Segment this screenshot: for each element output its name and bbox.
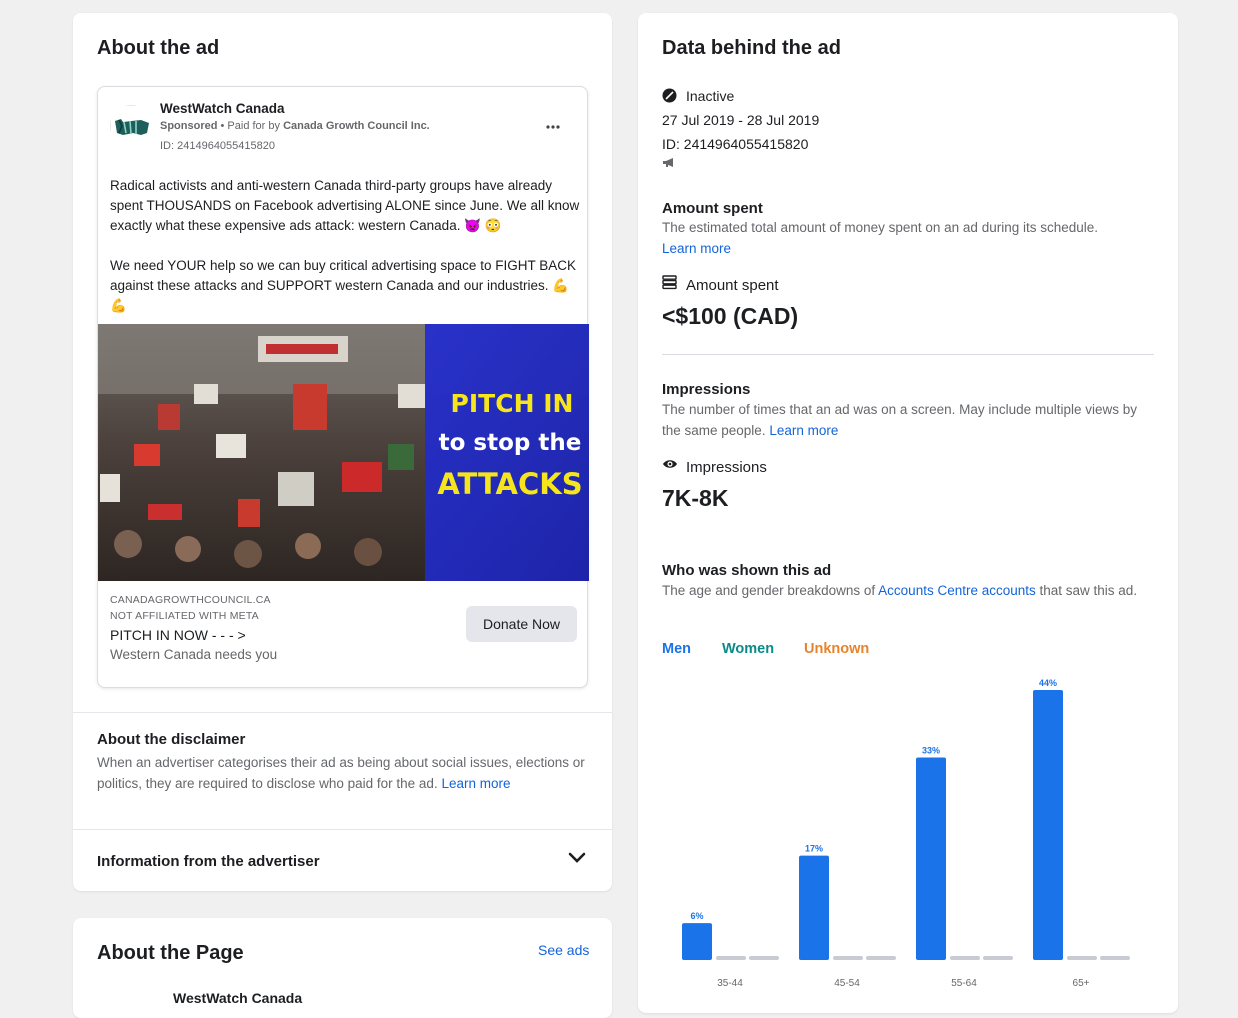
chevron-down-icon[interactable] [567, 851, 587, 865]
date-range: 27 Jul 2019 - 28 Jul 2019 [662, 112, 820, 128]
image-line1: PITCH IN [450, 389, 574, 418]
audience-desc [662, 581, 1154, 602]
ad-creative-image[interactable] [98, 324, 589, 581]
x-tick-35-44: 35-44 [717, 978, 743, 989]
money-stack-icon [662, 275, 678, 290]
bar-unknown-35-44[interactable] [749, 956, 779, 960]
amount-spent-value: <$100 (CAD) [662, 303, 799, 329]
page-name[interactable]: WestWatch Canada [173, 990, 303, 1006]
bar-label-65+: 44% [1038, 678, 1058, 688]
bar-women-55-64[interactable] [950, 956, 980, 960]
eye-icon [662, 458, 678, 470]
ad-domain: CANADAGROWTHCOUNCIL.CA [110, 594, 271, 606]
bar-men-35-44[interactable] [682, 923, 712, 960]
data-behind-ad-card [638, 13, 1178, 1013]
bar-label-45-54: 17% [804, 843, 824, 854]
protest-photo-image [98, 324, 589, 581]
megaphone-icon [662, 157, 675, 168]
ad-preview [97, 86, 588, 688]
audience-desc-suffix: that saw this ad. [1035, 583, 1138, 598]
amount-spent-label: Amount spent [686, 277, 779, 294]
impressions-learn-more-link[interactable]: Learn more [769, 422, 839, 438]
bar-women-35-44[interactable] [716, 956, 746, 960]
page-logo[interactable] [110, 105, 152, 147]
bar-unknown-65+[interactable] [1100, 956, 1130, 960]
bar-unknown-45-54[interactable] [866, 956, 896, 960]
x-tick-45-54: 45-54 [834, 978, 860, 989]
bar-label-55-64: 33% [921, 745, 941, 756]
sponsored-label: Sponsored [160, 120, 218, 132]
impressions-desc [662, 400, 1154, 441]
bar-unknown-55-64[interactable] [983, 956, 1013, 960]
divider [73, 829, 612, 830]
about-page-card [73, 918, 612, 1018]
divider [73, 712, 612, 713]
legend-women[interactable]: Women [722, 641, 775, 657]
about-ad-card [73, 13, 612, 891]
bar-men-55-64[interactable] [916, 758, 946, 961]
bar-men-45-54[interactable] [799, 856, 829, 960]
image-line2: to stop the [438, 430, 582, 456]
paid-for-prefix: • Paid for by [217, 120, 284, 132]
ad-body-text: Radical activists and anti-western Canada third-party groups have already spent THOUSANDS on Facebook advertising ALONE since June. We all know exactly what these expensive ads attack: western Canada. 👿 😳 We need YOUR help so we can buy critical advertising space to FIGHT BACK against these attacks and SUPPORT western Canada and our industries. 💪 💪 [110, 178, 580, 313]
image-line3: ATTACKS [437, 467, 583, 501]
disclaimer-title: About the disclaimer [97, 731, 246, 748]
ad-headline: PITCH IN NOW - - - > [110, 627, 246, 643]
impressions-value: 7K-8K [662, 485, 729, 511]
status-text: Inactive [686, 88, 735, 104]
advertiser-info-title[interactable]: Information from the advertiser [97, 853, 320, 870]
divider [662, 354, 1154, 355]
bar-women-65+[interactable] [1067, 956, 1097, 960]
about-ad-title: About the ad [97, 37, 220, 59]
bar-women-45-54[interactable] [833, 956, 863, 960]
disclaimer-learn-more-link[interactable]: Learn more [441, 775, 511, 791]
impressions-label: Impressions [686, 459, 767, 476]
donate-now-button[interactable]: Donate Now [466, 606, 577, 642]
ad-affiliation: NOT AFFILIATED WITH META [110, 610, 259, 622]
westwatch-logo-icon [111, 106, 153, 148]
legend-unknown[interactable]: Unknown [804, 641, 870, 657]
ad-description: Western Canada needs you [110, 647, 278, 662]
see-ads-link[interactable]: See ads [538, 942, 590, 958]
accounts-centre-link[interactable]: Accounts Centre accounts [878, 583, 1036, 598]
amount-desc-text: The estimated total amount of money spent on an ad during its schedule. [662, 220, 1099, 235]
audience-desc-prefix: The age and gender breakdowns of [662, 583, 879, 598]
ad-sponsored-line [160, 120, 430, 132]
x-tick-65+: 65+ [1072, 978, 1090, 989]
disclaimer-body: When an advertiser categorises their ad as being about social issues, elections or politics, they are required to disclose who paid for the ad. [97, 755, 585, 791]
more-options-icon[interactable] [545, 117, 561, 135]
audience-title: Who was shown this ad [662, 562, 832, 579]
amount-spent-title: Amount spent [662, 200, 763, 217]
ad-id: ID: 2414964055415820 [160, 140, 275, 152]
ad-id: ID: 2414964055415820 [662, 136, 809, 152]
amount-learn-more-link[interactable]: Learn more [662, 240, 732, 256]
legend-men[interactable]: Men [662, 641, 691, 657]
x-tick-55-64: 55-64 [951, 978, 977, 989]
impressions-title: Impressions [662, 381, 751, 398]
bar-men-65+[interactable] [1033, 690, 1063, 960]
data-behind-title: Data behind the ad [662, 37, 841, 59]
ad-page-name[interactable]: WestWatch Canada [160, 101, 285, 116]
about-page-title: About the Page [97, 942, 244, 964]
inactive-status-icon [662, 88, 677, 103]
impressions-desc-text: The number of times that an ad was on a screen. May include multiple views by the same people. [662, 402, 1137, 438]
amount-spent-desc [662, 218, 1154, 259]
bar-label-35-44: 6% [690, 911, 704, 922]
paid-for-by: Canada Growth Council Inc. [283, 120, 430, 132]
age-gender-bar-chart [662, 673, 1162, 1013]
disclaimer-text [97, 753, 587, 794]
